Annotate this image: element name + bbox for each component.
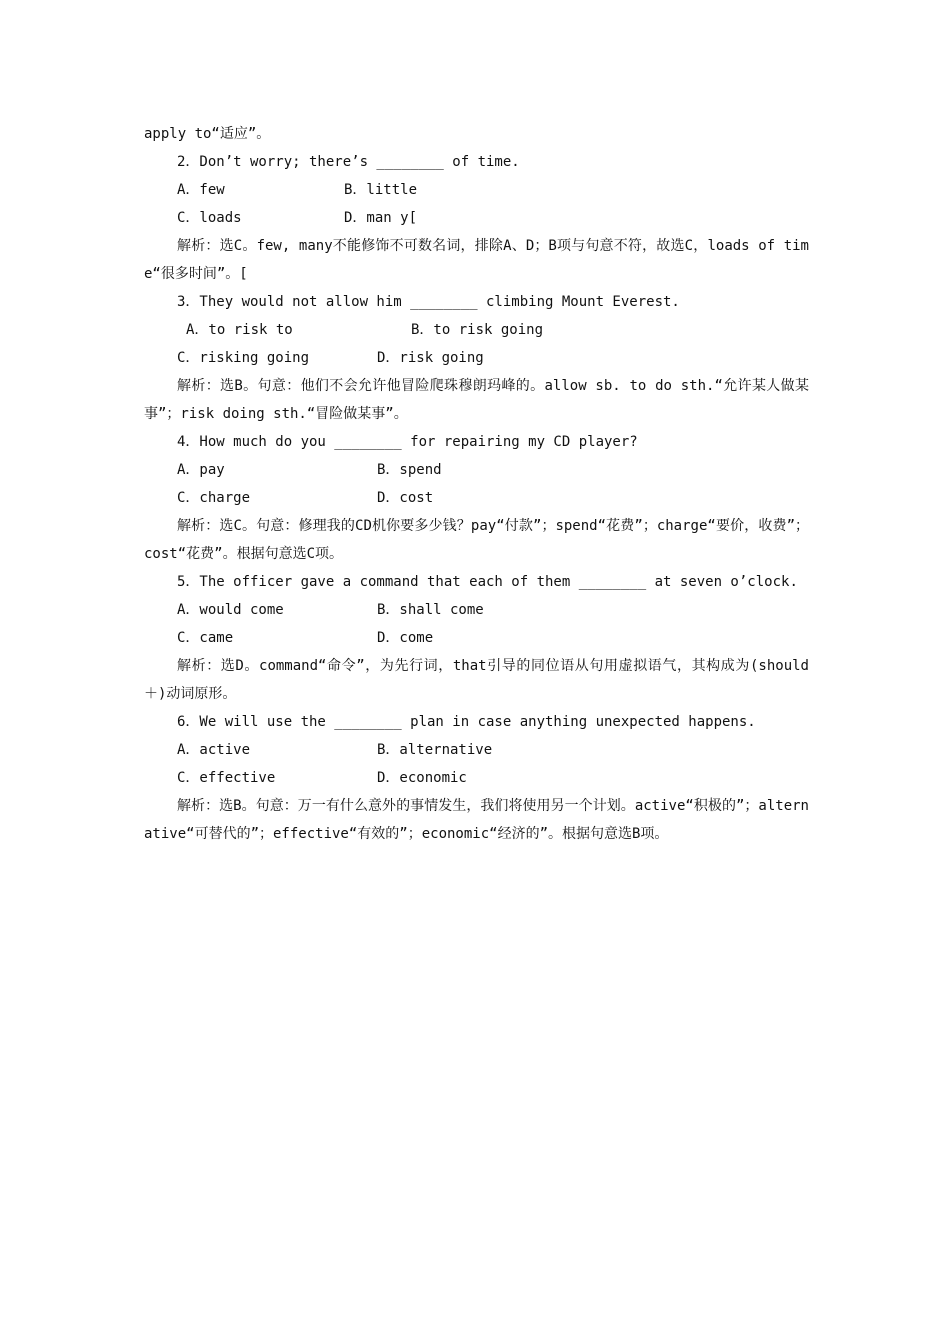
option-d: D．come (377, 630, 434, 646)
option-c: C．charge (177, 490, 251, 506)
question-6 (144, 708, 809, 848)
question-5 (144, 568, 809, 708)
option-c: C．risking going (177, 350, 310, 366)
question-analysis: 解析：选B。句意：他们不会允许他冒险爬珠穆朗玛峰的。allow sb. to do sth.“允许某人做某事”；risk doing sth.“冒险做某事”。 (144, 378, 809, 422)
option-row (144, 204, 809, 232)
question-3 (144, 288, 809, 428)
option-a: A．would come (177, 602, 284, 618)
option-d: D．risk going (377, 350, 484, 366)
question-4 (144, 428, 809, 568)
document-body (144, 120, 809, 848)
option-row (144, 736, 809, 764)
question-stem: 4．How much do you ________ for repairing my CD player? (177, 434, 638, 450)
option-row (144, 624, 809, 652)
option-b: B．shall come (377, 602, 484, 618)
option-c: C．came (177, 630, 234, 646)
option-d: D．economic (377, 770, 467, 786)
option-d: D．cost (377, 490, 434, 506)
question-2 (144, 148, 809, 288)
question-stem: 3．They would not allow him ________ climbing Mount Everest. (177, 294, 680, 310)
question-analysis: 解析：选C。句意：修理我的CD机你要多少钱？pay“付款”；spend“花费”；charge“要价，收费”；cost“花费”。根据句意选C项。 (144, 518, 809, 562)
option-row (144, 456, 809, 484)
question-stem: 2．Don’t worry; there’s ________ of time. (177, 154, 520, 170)
option-a: A．to risk to (186, 322, 293, 338)
option-row (144, 344, 809, 372)
option-c: C．loads (177, 210, 242, 226)
option-row (144, 596, 809, 624)
option-row (144, 764, 809, 792)
option-b: B．to risk going (411, 322, 544, 338)
option-row (144, 316, 809, 344)
lead-line: apply to“适应”。 (144, 126, 271, 142)
question-analysis: 解析：选D。command“命令”，为先行词，that引导的同位语从句用虚拟语气，其构成为(should＋)动词原形。 (144, 658, 809, 702)
option-a: A．few (177, 182, 225, 198)
question-analysis: 解析：选B。句意：万一有什么意外的事情发生，我们将使用另一个计划。active“积极的”；alternative“可替代的”；effective“有效的”；economic“经济的”。根据句意选B项。 (144, 798, 809, 842)
option-b: B．spend (377, 462, 442, 478)
question-analysis: 解析：选C。few, many不能修饰不可数名词，排除A、D；B项与句意不符，故选C，loads of time“很多时间”。[ (144, 238, 809, 282)
option-a: A．pay (177, 462, 225, 478)
option-b: B．little (344, 182, 418, 198)
option-row (144, 176, 809, 204)
option-c: C．effective (177, 770, 276, 786)
option-b: B．alternative (377, 742, 493, 758)
option-a: A．active (177, 742, 251, 758)
option-row (144, 484, 809, 512)
question-stem: 6．We will use the ________ plan in case anything unexpected happens. (177, 714, 756, 730)
option-d: D．man y[ (344, 210, 418, 226)
question-stem: 5．The officer gave a command that each of them ________ at seven o’clock. (177, 574, 798, 590)
